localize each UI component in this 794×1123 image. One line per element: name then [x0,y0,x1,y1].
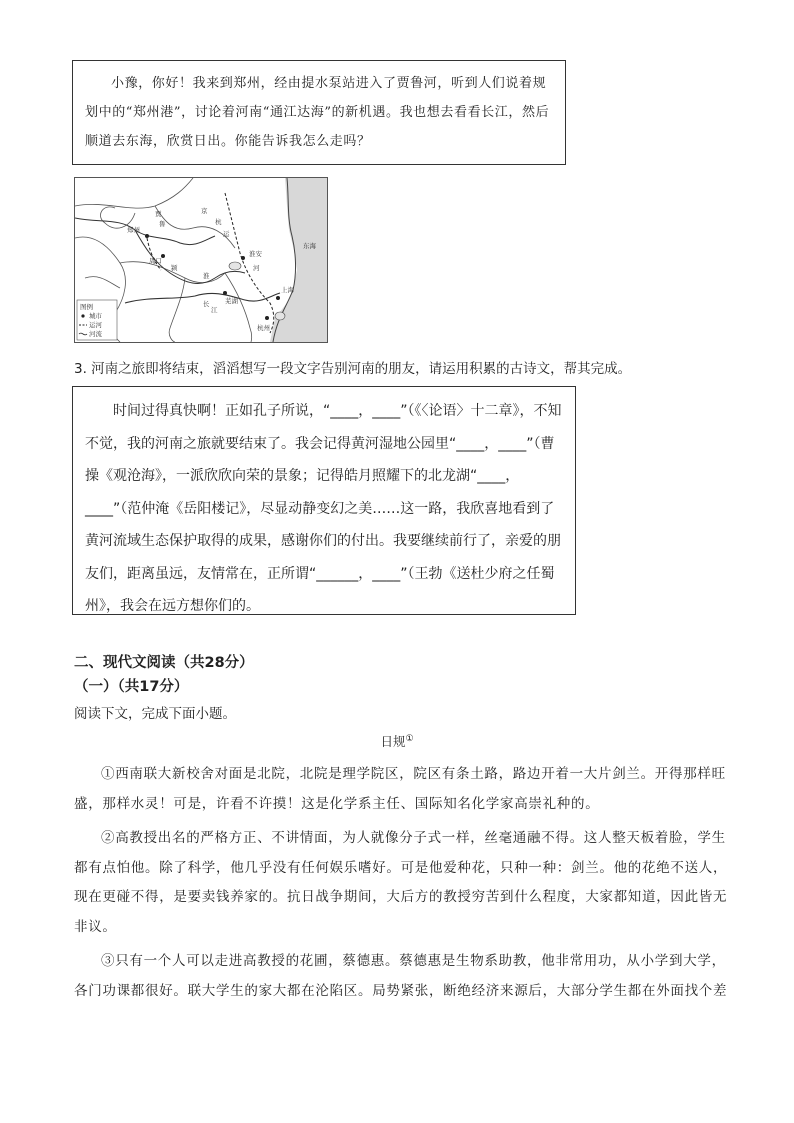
label-jiang: 江 [211,306,218,314]
label-donghai: 东海 [303,242,316,250]
passage-box [72,386,576,615]
label-lu: 鲁 [159,220,166,228]
boundary [169,278,185,342]
legend-river: 河流 [89,330,102,338]
question-3: 3. 河南之旅即将结束，滔滔想写一段文字告别河南的朋友，请运用积累的古诗文，帮其完成。 [74,361,632,377]
article-paragraph-1: ①西南联大新校舍对面是北院，北院是理学院区，院区有条土路，路边开着一大片剑兰。开得那样旺盛，那样水灵！可是，许看不许摸！这是化学系主任、国际知名化学家高崇礼种的。 [74,766,726,812]
article-paragraph-3: ③只有一个人可以走进高教授的花圃，蔡德惠。蔡德惠是生物系助教，他非常用功，从小学到大学，各门功课都很好。联大学生的家大都在沦陷区。局势紧张，断绝经济来源后，大部分学生都在外面找个差 [74,953,728,999]
city-shanghai-marker [276,296,280,300]
label-jia: 贾 [155,210,162,218]
label-jing: 京 [201,207,208,215]
label-shanghai: 上海 [281,286,294,294]
letter-text: 小豫，你好！我来到郑州，经由提水泵站进入了贾鲁河，听到人们说着规划中的“郑州港”，讨论着河南“通江达海”的新机遇。我也想去看看长江，然后顺道去东海，欣赏日出。你能告诉我怎么走吗？ [85,76,550,149]
label-hang: 杭 [215,218,222,226]
canal [147,238,161,270]
label-zhoukou: 周口 [149,257,162,265]
city-hangzhou-marker [265,316,269,320]
label-hangzhou: 杭州 [257,324,270,332]
legend-city: 城市 [89,312,102,320]
article-body [74,760,728,1011]
section-instruction: 阅读下文，完成下面小题。 [74,706,236,722]
article-paragraph-2: ②高教授出名的严格方正、不讲情面，为人就像分子式一样，丝毫通融不得。这人整天板着脸，学生都有点怕他。除了科学，他几乎没有任何娱乐嗜好。可是他爱种花，只种一种：剑兰。他的花绝不送人，现在更碰不得，是要卖钱养家的。抗日战争期间，大后方的教授穷苦到什么程度，大家都知道，因此皆无非议。 [74,830,728,935]
letter-box [72,60,566,165]
section-subtitle: （一）（共17分） [74,679,189,695]
article-note-mark: ① [405,733,414,744]
map-graphic [75,178,327,342]
label-ying: 颍 [171,264,178,272]
legend-title: 图例 [80,303,93,311]
river [75,218,215,245]
legend-city-symbol [81,314,84,317]
label-yun: 运 [223,230,230,238]
city-huaian-marker [241,256,245,260]
label-wuhu: 芜湖 [225,297,238,305]
boundary [100,207,135,228]
legend-canal: 运河 [89,321,102,329]
article-title: 日规 [380,734,406,749]
city-zhengzhou-marker [145,234,149,238]
label-huai: 淮 [203,272,210,280]
label-chang: 长 [203,300,210,308]
boundary [85,277,120,288]
lake [229,262,241,270]
lake [275,312,285,320]
canal-map [74,177,328,343]
boundary [75,178,193,208]
boundary [225,273,252,342]
boundary [155,206,235,248]
section-title: 二、现代文阅读（共28分） [74,655,254,671]
city-wuhu-marker [223,291,227,295]
label-huaian: 淮安 [249,250,262,258]
passage-text: 时间过得真快啊！正如孔子所说，“____，____”（《〈论语〉十二章》，不知不觉，我的河南之旅就要结束了。我会记得黄河湿地公园里“____，____”（曹操《观沧海》，一派欣欣向荣的景象；记得皓月照耀下的北龙湖“____，____”（范仲淹《岳阳楼记》，尽显动静变幻之美……这一路，我欣喜地看到了黄河流域生态保护取得的成果，感谢你们的付出。我要继续前行了，亲爱的朋友们，距离虽远，友情常在，正所谓“______，____”（王勃《送杜少府之任蜀州》，我会在远方想你们的。 [85,403,562,614]
article-title-line [0,732,794,750]
label-he: 河 [253,264,260,272]
label-zhengzhou: 郑州 [127,226,140,234]
